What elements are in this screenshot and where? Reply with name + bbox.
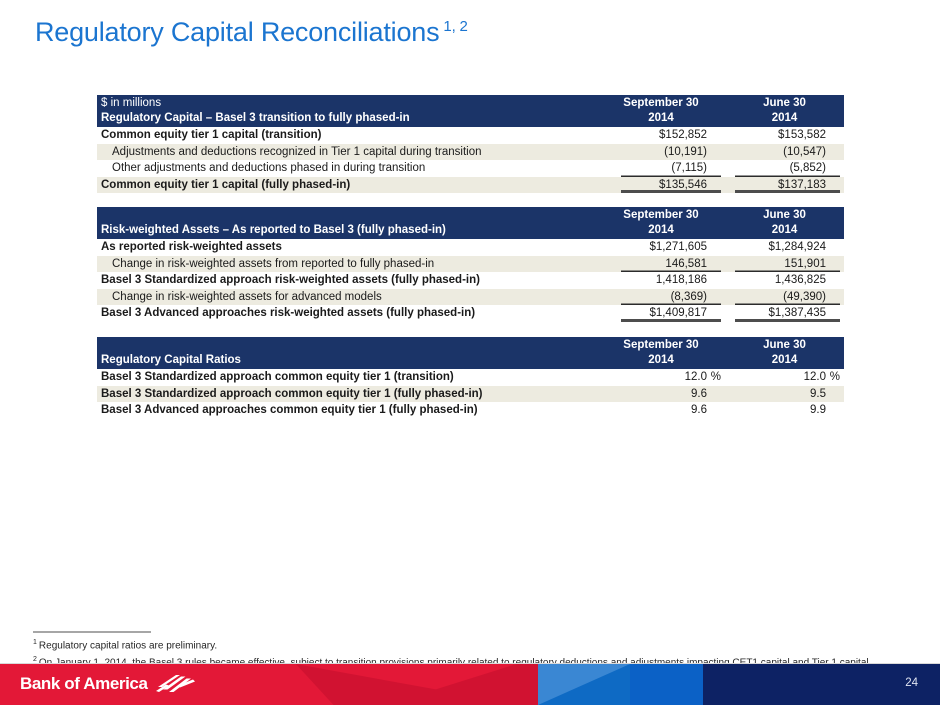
footer-band <box>0 663 940 705</box>
row-value-cell <box>597 272 725 289</box>
table-risk-weighted-assets <box>97 207 844 322</box>
footnote-2: 2 <box>33 656 37 664</box>
row-value-cell <box>725 386 844 403</box>
table-units-label <box>101 338 597 353</box>
row-label: Change in risk-weighted assets from reported to fully phased-in <box>112 257 435 270</box>
row-label: Basel 3 Standardized approach common equity tier 1 (transition) <box>101 371 454 384</box>
table-row <box>97 386 844 403</box>
footnote-1: $^1$ Regulatory capital ratios are preliminary. <box>33 639 218 652</box>
row-value-cell <box>725 127 844 144</box>
table-capital-ratios <box>97 337 844 419</box>
row-value-cell <box>597 127 725 144</box>
column-header-september: September 30 2014 <box>623 209 699 236</box>
table-body <box>97 369 844 419</box>
table-row <box>97 160 844 177</box>
row-value-cell <box>725 256 844 273</box>
table-header <box>97 207 844 239</box>
table-title: Regulatory Capital Ratios <box>101 354 241 366</box>
column-header-june: June 30 2014 <box>763 97 806 124</box>
row-value-cell <box>597 369 725 386</box>
table-row <box>97 239 844 256</box>
bank-of-america-logo <box>20 672 196 695</box>
table-row <box>97 402 844 419</box>
table-header <box>97 337 844 369</box>
row-value-cell <box>725 369 844 386</box>
table-units-label <box>101 208 597 223</box>
cell-value: 9.6 <box>691 404 707 417</box>
footer-blue-segment <box>630 664 703 705</box>
cell-value: $135,546 <box>659 178 707 191</box>
column-header-june: June 30 2014 <box>763 209 806 236</box>
footer-red-segment <box>0 664 538 705</box>
row-label: Common equity tier 1 capital (transition) <box>101 129 322 142</box>
cell-value: $152,852 <box>659 129 707 142</box>
cell-value: 9.5 <box>810 387 826 400</box>
percent-sign: % <box>710 371 721 384</box>
page-number: 24 <box>905 677 918 689</box>
table-body <box>97 127 844 193</box>
cell-value: (10,191) <box>664 145 707 158</box>
cell-value: 1,418,186 <box>655 274 707 287</box>
table-row <box>97 305 844 322</box>
cell-value: (49,390) <box>783 290 826 303</box>
column-header-june: June 30 2014 <box>763 339 806 366</box>
cell-value: $1,387,435 <box>768 307 826 320</box>
row-value-cell <box>597 256 725 273</box>
table-units-label: $ in millions <box>101 97 162 109</box>
cell-value: (8,369) <box>670 290 707 303</box>
row-value-cell <box>725 305 844 322</box>
cell-value: $153,582 <box>778 129 826 142</box>
cell-value: 151,901 <box>784 257 826 270</box>
cell-value: (5,852) <box>789 162 826 175</box>
row-label: Common equity tier 1 capital (fully phased-in) <box>101 178 351 191</box>
cell-value: 9.9 <box>810 404 826 417</box>
cell-value: $1,284,924 <box>768 241 826 254</box>
row-value-cell <box>725 289 844 306</box>
table-row <box>97 144 844 161</box>
table-row <box>97 369 844 386</box>
row-value-cell <box>725 160 844 177</box>
row-value-cell <box>597 289 725 306</box>
row-label: Change in risk-weighted assets for advanced models <box>112 290 382 303</box>
column-header-september: September 30 2014 <box>623 339 699 366</box>
cell-value: (10,547) <box>783 145 826 158</box>
cell-value: 1,436,825 <box>774 274 826 287</box>
table-row <box>97 289 844 306</box>
row-value-cell <box>725 239 844 256</box>
page-title-text: Regulatory Capital Reconciliations <box>35 17 440 47</box>
cell-value: 12.0 <box>684 371 707 384</box>
row-value-cell <box>725 402 844 419</box>
table-header <box>97 95 844 127</box>
logo-wordmark: Bank of America <box>20 673 148 693</box>
row-label: Other adjustments and deductions phased in during transition <box>112 162 426 175</box>
column-header-september: September 30 2014 <box>623 97 699 124</box>
row-value-cell <box>725 144 844 161</box>
cell-value: $1,271,605 <box>649 241 707 254</box>
cell-value: $137,183 <box>778 178 826 191</box>
row-value-cell <box>597 305 725 322</box>
footer-navy-segment <box>703 664 940 705</box>
percent-sign: % <box>829 371 840 384</box>
table-regulatory-capital <box>97 95 844 193</box>
row-label: Adjustments and deductions recognized in Tier 1 capital during transition <box>112 145 482 158</box>
table-row <box>97 127 844 144</box>
table-row <box>97 256 844 273</box>
page-title <box>35 17 468 48</box>
cell-value: $1,409,817 <box>649 307 707 320</box>
row-value-cell <box>725 272 844 289</box>
row-value-cell <box>597 402 725 419</box>
footer-diagonal-accent <box>538 664 630 705</box>
cell-value: 146,581 <box>665 257 707 270</box>
table-body <box>97 239 844 322</box>
table-row <box>97 177 844 194</box>
row-value-cell <box>725 177 844 194</box>
footnote-divider <box>33 631 151 633</box>
row-value-cell <box>597 386 725 403</box>
bofa-flag-icon <box>156 672 196 695</box>
row-value-cell <box>597 160 725 177</box>
table-title: Risk-weighted Assets – As reported to Basel 3 (fully phased-in) <box>101 224 446 236</box>
row-value-cell <box>597 239 725 256</box>
cell-value: 9.6 <box>691 387 707 400</box>
row-label: Basel 3 Advanced approaches common equity tier 1 (fully phased-in) <box>101 404 478 417</box>
row-value-cell <box>597 177 725 194</box>
table-title: Regulatory Capital – Basel 3 transition to fully phased-in <box>101 112 410 124</box>
footer-light-blue-segment <box>538 664 630 705</box>
table-row <box>97 272 844 289</box>
row-label: Basel 3 Advanced approaches risk-weighted assets (fully phased-in) <box>101 307 476 320</box>
row-label: Basel 3 Standardized approach risk-weighted assets (fully phased-in) <box>101 274 480 287</box>
row-label: As reported risk-weighted assets <box>101 241 282 254</box>
row-value-cell <box>597 144 725 161</box>
row-label: Basel 3 Standardized approach common equity tier 1 (fully phased-in) <box>101 387 483 400</box>
page-title-footnote-markers: 1, 2 <box>443 18 468 35</box>
cell-value: 12.0 <box>803 371 826 384</box>
cell-value: (7,115) <box>671 162 707 175</box>
